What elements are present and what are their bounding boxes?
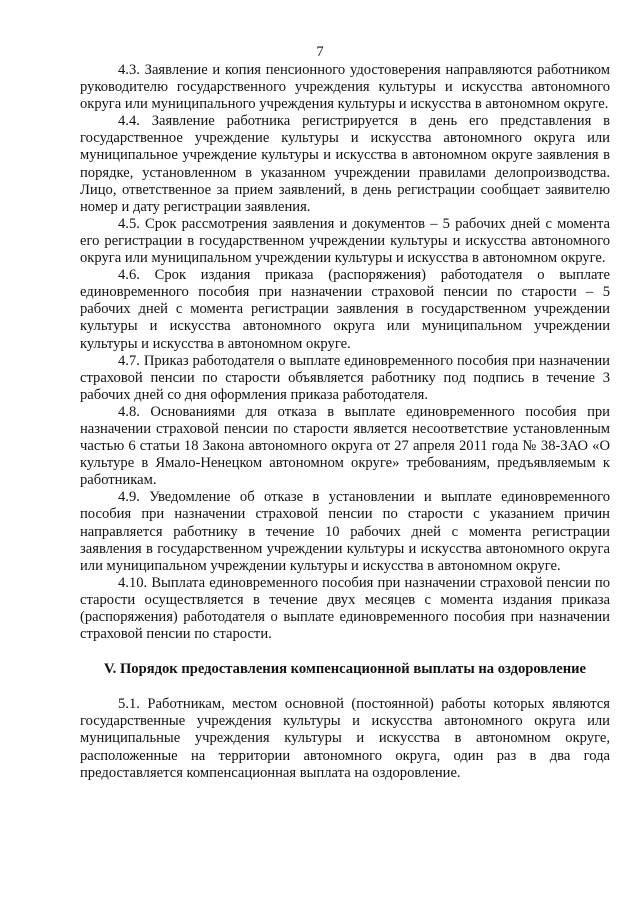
section-heading: V. Порядок предоставления компенсационной выплаты на оздоровление	[103, 661, 586, 678]
paragraph-4-8: 4.8. Основаниями для отказа в выплате единовременного пособия при назначении страховой пенсии по старости является несоответствие установленным частью 6 статьи 18 Закона автономного округа от 27 апреля 2011 года № 38-ЗАО «О культуре в Ямало-Ненецком автономном округе» требованиям, предъявляемым к работникам.	[80, 403, 610, 489]
paragraph-4-6: 4.6. Срок издания приказа (распоряжения) работодателя о выплате единовременного пособия при назначении страховой пенсии по старости – 5 рабочих дней с момента регистрации заявления в государственном учреждении культуры и искусства автономного округа или муниципальном учреждении культуры и искусства в автономном округе.	[80, 267, 610, 352]
document-body	[80, 62, 610, 782]
paragraph-4-10: 4.10. Выплата единовременного пособия при назначении страховой пенсии по старости осуществляется в течение двух месяцев с момента издания приказа (распоряжения) работодателя о выплате единовременного пособия при назначении страховой пенсии по старости.	[80, 574, 610, 643]
paragraph-4-3: 4.3. Заявление и копия пенсионного удостоверения направляются работником руководителю государственного учреждения культуры и искусства автономного округа или муниципального учреждения культуры и искусства в автономном округе.	[80, 62, 610, 113]
paragraph-4-5: 4.5. Срок рассмотрения заявления и документов – 5 рабочих дней с момента его регистрации в государственном учреждении культуры и искусства автономного округа или муниципальном учреждении культуры и искусства в автономном округе.	[80, 215, 610, 267]
paragraph-4-7: 4.7. Приказ работодателя о выплате единовременного пособия при назначении страховой пенсии по старости объявляется работнику под подпись в течение 3 рабочих дней со дня оформления приказа работодателя.	[80, 352, 610, 403]
paragraph-4-4: 4.4. Заявление работника регистрируется в день его представления в государственное учреждение культуры и искусства автономного округа или муниципальное учреждение культуры и искусства в автономном округе заявления в порядке, установленном в указанном учреждении правилами делопроизводства. Лицо, ответственное за прием заявлений, в день регистрации сообщает заявителю номер и дату регистрации заявления.	[80, 113, 610, 215]
paragraph-5-1: 5.1. Работникам, местом основной (постоянной) работы которых являются государственные учреждения культуры и искусства автономного округа или муниципальные учреждения культуры и искусства в автономном округе, расположенные на территории автономного округа, один раз в два года предоставляется компенсационная выплата на оздоровление.	[80, 696, 610, 781]
page-number: 7	[316, 44, 324, 60]
paragraph-4-9: 4.9. Уведомление об отказе в установлении и выплате единовременного пособия при назначении страховой пенсии по старости с указанием причин направляется работнику в течение 10 рабочих дней с момента регистрации заявления в государственном учреждении культуры и искусства автономного округа или муниципальном учреждении культуры и искусства в автономном округе.	[80, 489, 610, 574]
